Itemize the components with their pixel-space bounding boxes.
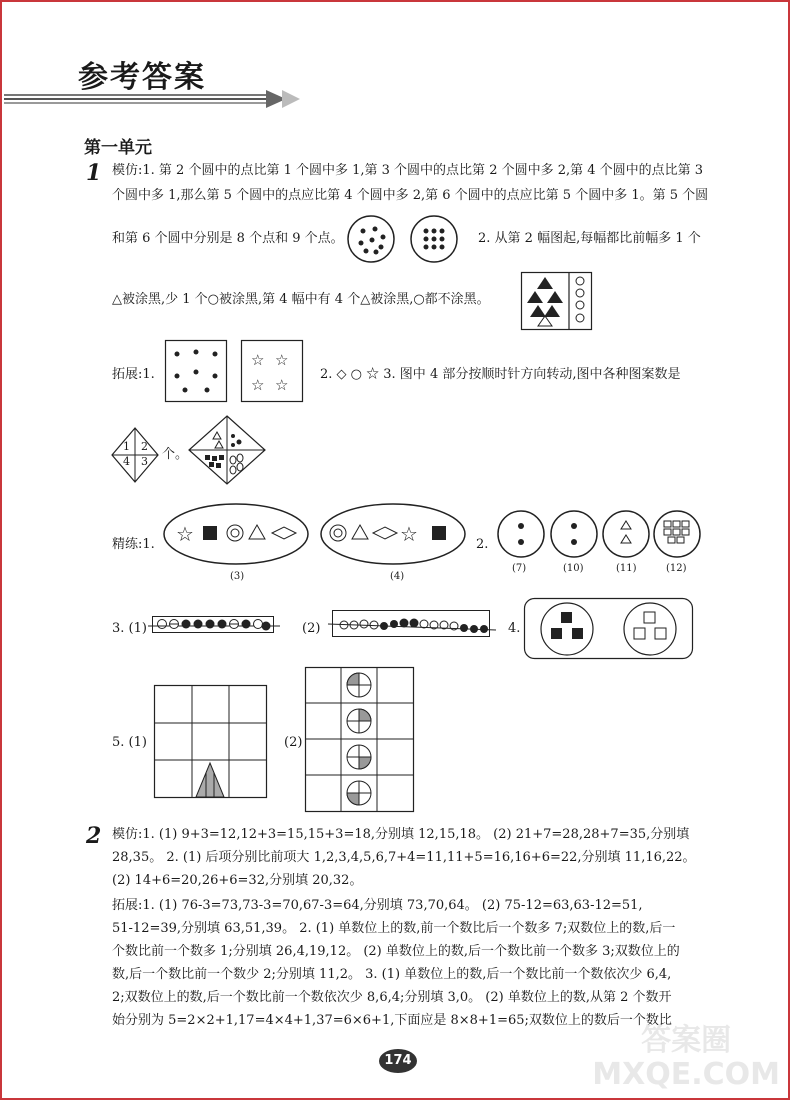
figure-label: (3) xyxy=(230,571,245,582)
shape-ellipses-figure xyxy=(162,502,468,568)
figure-label: (11) xyxy=(616,563,637,574)
q2-text-line: (2) 14+6=20,26+6=32,分别填 20,32。 xyxy=(112,873,363,888)
q2-text-line: 2;双数位上的数,后一个数比前一个数依次少 8,6,4;分别填 3,0。 (2) 单数位上的数,从第 2 个数开 xyxy=(112,990,672,1005)
title-arrow-decoration xyxy=(4,90,304,108)
q2-text-line: 个数比前一个数多 1;分别填 26,4,19,12。 (2) 单数位上的数,后一个数比前一个数多 3;双数位上的 xyxy=(112,944,680,959)
question-number-1: 1 xyxy=(86,160,102,186)
svg-text:☆: ☆ xyxy=(251,351,265,369)
q2-text-line: 拓展:1. (1) 76-3=73,73-3=70,67-3=64,分别填 73,70,64。 (2) 75-12=63,63-12=51, xyxy=(112,898,643,913)
triangle-circle-box-figure xyxy=(521,272,593,332)
bead-string-figure xyxy=(152,614,282,636)
q1-text-line: (2) xyxy=(284,735,303,750)
figure-label: (7) xyxy=(512,563,527,574)
svg-text:☆: ☆ xyxy=(275,376,289,394)
watermark xyxy=(592,1024,780,1092)
q1-text-line: 模仿:1. 第 2 个圆中的点比第 1 个圆中多 1,第 3 个圆中的点比第 2 个圆中多 2,第 4 个圆中的点比第 3 xyxy=(112,163,704,178)
q1-text-line: 3. (1) xyxy=(112,621,147,636)
quadrant-digit: 2 xyxy=(141,440,148,453)
dots-stars-squares-figure xyxy=(165,340,311,404)
svg-text:☆: ☆ xyxy=(275,351,289,369)
q1-text-line: (2) xyxy=(302,621,321,636)
q2-text-line: 51-12=39,分别填 63,51,39。 2. (1) 单数位上的数,前一个数比后一个数多 7;双数位上的数,后一 xyxy=(112,921,676,936)
dot-circles-figure xyxy=(346,215,466,265)
pattern-circles-figure xyxy=(496,509,706,561)
q1-text-line: 拓展:1. xyxy=(112,367,155,382)
svg-text:☆: ☆ xyxy=(400,522,418,546)
watermark-line: MXQE.COM xyxy=(592,1057,780,1092)
unit-heading: 第一单元 xyxy=(84,138,152,158)
quadrant-digit: 4 xyxy=(123,455,130,468)
q1-text-line: 4. xyxy=(508,621,521,636)
grid-figure-1 xyxy=(154,685,268,799)
q1-text-line: 2. ◇ ○ ☆ 3. 图中 4 部分按顺时针方向转动,图中各种图案数是 xyxy=(320,367,681,382)
q1-text-line: 2. 从第 2 幅图起,每幅都比前幅多 1 个 xyxy=(478,231,701,246)
quadrant-diamond-figure xyxy=(110,426,160,484)
q1-text-line: 和第 6 个圆中分别是 8 个点和 9 个点。 xyxy=(112,231,344,246)
q1-text-line: 2. xyxy=(476,537,489,552)
q2-text-line: 数,后一个数比前一个数少 2;分别填 11,2。 3. (1) 单数位上的数,后一个数比前一个数依次少 6,4, xyxy=(112,967,672,982)
q1-text-line: 5. (1) xyxy=(112,735,147,750)
q1-text-line: 精练:1. xyxy=(112,537,155,552)
q2-text-line: 模仿:1. (1) 9+3=12,12+3=15,15+3=18,分别填 12,15,18。 (2) 21+7=28,28+7=35,分别填 xyxy=(112,827,690,842)
squares-in-circles-figure xyxy=(524,598,694,660)
page-number: 174 xyxy=(379,1049,417,1073)
figure-label: (12) xyxy=(666,563,687,574)
figure-label: (10) xyxy=(563,563,584,574)
svg-text:☆: ☆ xyxy=(176,522,194,546)
question-number-2: 2 xyxy=(86,823,102,849)
q1-text-line: 个。 xyxy=(162,447,189,462)
q1-text-line: 个圆中多 1,那么第 5 个圆中的点应比第 4 个圆中多 2,第 6 个圆中的点应比第 5 个圆中多 1。第 5 个圆 xyxy=(112,188,709,203)
q2-text-line: 28,35。 2. (1) 后项分别比前项大 1,2,3,4,5,6,7+4=11,11+5=16,16+6=22,分别填 11,16,22。 xyxy=(112,850,696,865)
watermark-line: 答案圈 xyxy=(641,1023,732,1058)
figure-label: (4) xyxy=(390,571,405,582)
grid-figure-2 xyxy=(305,667,415,813)
quadrant-digit: 1 xyxy=(123,440,130,453)
q1-text-line: △被涂黑,少 1 个○被涂黑,第 4 幅中有 4 个△被涂黑,○都不涂黑。 xyxy=(112,292,490,307)
quadrant-digit: 3 xyxy=(141,455,148,468)
q2-text-line: 始分别为 5=2×2+1,17=4×4+1,37=6×6+1,下面应是 8×8+1=65;双数位上的数后一个数比 xyxy=(112,1013,672,1028)
page-title: 参考答案 xyxy=(78,60,206,95)
svg-text:☆: ☆ xyxy=(251,376,265,394)
bead-string-figure-2 xyxy=(332,610,498,640)
pattern-diamond-figure xyxy=(187,414,267,486)
